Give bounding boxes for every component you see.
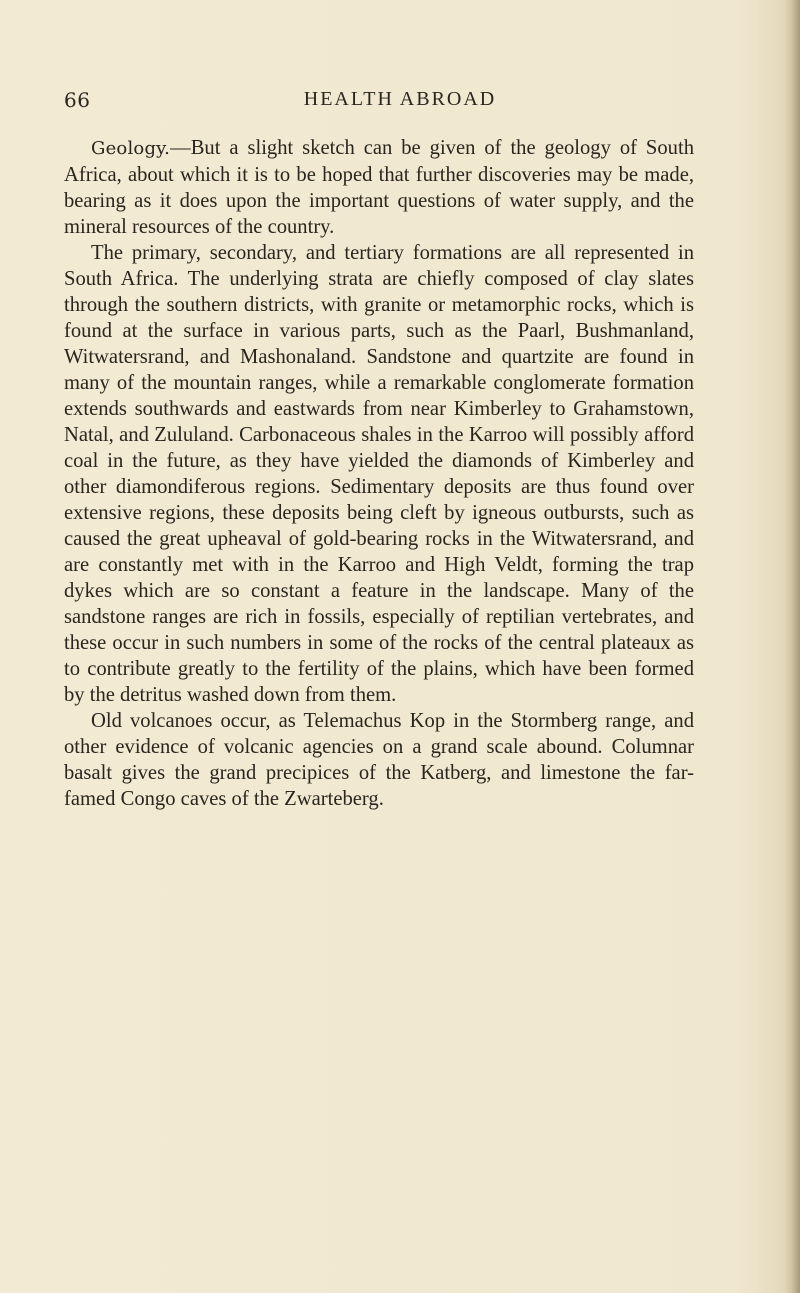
paragraph-formations: The primary, secondary, and tertiary formations are all represented in South Africa. The underlying strata are chiefly composed of clay slates through the southern districts, with granite or metamorphic rocks, which is found at the surface in various parts, such as the Paarl, Bushmanland, Witwatersrand, and Mashonaland. Sandstone and quartzite are found in many of the mountain ranges, while a remarkable conglomerate formation extends southwards and eastwards from near Kimberley to Grahamstown, Natal, and Zululand. Carbonaceous shales in the Karroo will possibly afford coal in the future, as they have yielded the diamonds of Kimberley and other diamondiferous regions. Sedimentary deposits are thus found over extensive regions, these deposits being cleft by igneous outbursts, such as caused the great upheaval of gold-bearing rocks in the Witwatersrand, and are constantly met with in the Karroo and High Veldt, forming the trap dykes which are so constant a feature in the landscape. Many of the sandstone ranges are rich in fossils, especially of reptilian vertebrates, and these occur in such numbers in some of the rocks of the central plateaux as to contribute greatly to the fertility of the plains, which have been formed by the detritus washed down from them. xyxy=(64,242,694,706)
page-number: 66 xyxy=(64,88,91,112)
body-text xyxy=(64,135,694,812)
paragraph-volcanoes: Old volcanoes occur, as Telemachus Kop in the Stormberg range, and other evidence of volcanic agencies on a grand scale abound. Columnar basalt gives the grand precipices of the Katberg, and limestone the far-famed Congo caves of the Zwarteberg. xyxy=(64,710,694,810)
paragraph-geology xyxy=(64,135,694,240)
paragraph-text: —But a slight sketch can be given of the geology of South Africa, about which it is to be hoped that further discoveries may be made, bearing as it does upon the important questions of water supply, and the mineral resources of the country. xyxy=(64,137,694,238)
page-edge-shadow xyxy=(784,0,800,1293)
page-header xyxy=(0,88,800,118)
section-lead-in: Geology. xyxy=(91,138,171,159)
running-head: HEALTH ABROAD xyxy=(303,88,497,110)
